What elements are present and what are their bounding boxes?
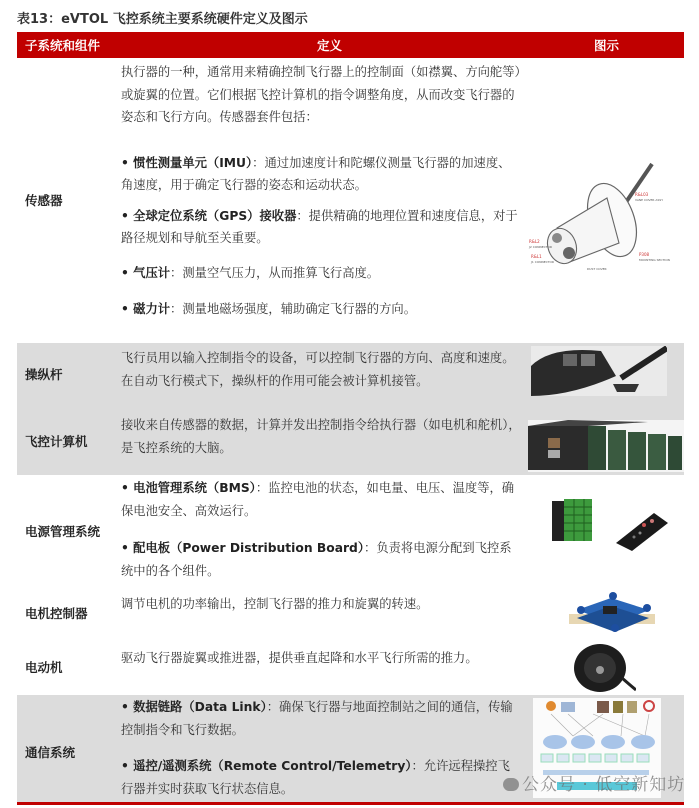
svg-text:VANE COVER ASSY: VANE COVER ASSY xyxy=(635,198,664,202)
table-header xyxy=(17,32,684,58)
flight-computer-image xyxy=(528,420,684,472)
row-label: 操纵杆 xyxy=(25,367,63,382)
definition-item: • 磁力计：测量地磁场强度，辅助确定飞行器的方向。 xyxy=(121,302,416,316)
row-label: 传感器 xyxy=(25,193,63,208)
row-label: 电动机 xyxy=(25,660,63,675)
row-definition: 接收来自传感器的数据，计算并发出控制指令给执行器（如电机和舵机），是飞控系统的大脑。 xyxy=(121,418,521,455)
row-definition: 调节电机的功率输出，控制飞行器的推力和旋翼的转速。 xyxy=(121,597,429,611)
table-title: 表13：eVTOL 飞控系统主要系统硬件定义及图示 xyxy=(17,12,308,27)
sensor-diagram-icon xyxy=(527,158,677,278)
motor-image xyxy=(570,640,636,695)
definition-item: • 全球定位系统（GPS）接收器：提供精确的地理位置和速度信息，对于路径规划和导航至关重要。 xyxy=(121,208,518,245)
definition-item: • 气压计：测量空气压力，从而推算飞行高度。 xyxy=(121,265,380,280)
table-row-flight-computer xyxy=(17,412,684,475)
row-label: 飞控计算机 xyxy=(25,434,88,449)
esc-stack-image xyxy=(569,588,655,640)
definition-intro: 执行器的一种，通常用来精确控制飞行器上的控制面（如襟翼、方向舵等）或旋翼的位置。它们根据飞控计算机的指令调整角度，从而改变飞行器的姿态和飞行方向。传感器套件包括： xyxy=(121,65,521,124)
definition-item: • 遥控/遥测系统（Remote Control/Telemetry）：允许远程操控飞行器并实时获取飞行状态信息。 xyxy=(121,759,510,796)
table-row-motor-controller xyxy=(17,590,684,640)
row-definition xyxy=(121,477,521,582)
row-definition: 飞行员用以输入控制指令的设备，可以控制飞行器的方向、高度和速度。在自动飞行模式下，操纵杆的作用可能会被计算机接管。 xyxy=(121,351,515,388)
joystick-image xyxy=(531,346,667,396)
row-label: 电机控制器 xyxy=(25,606,88,621)
table-row-electric-motor xyxy=(17,640,684,695)
table-row-sensor xyxy=(17,58,684,343)
table-row-power-management xyxy=(17,475,684,590)
table-row-joystick xyxy=(17,343,684,412)
row-definition xyxy=(121,696,521,800)
row-label: 电源管理系统 xyxy=(25,524,101,539)
wechat-icon xyxy=(503,778,519,791)
svg-text:R&L2: R&L2 xyxy=(529,239,540,244)
table-bottom-rule xyxy=(17,802,684,805)
header-definition: 定义 xyxy=(317,38,343,53)
row-label: 通信系统 xyxy=(25,745,76,760)
header-subsystem: 子系统和组件 xyxy=(25,38,101,53)
sensor-assembly-image xyxy=(527,158,677,278)
battery-pcb-image xyxy=(544,493,684,553)
row-definition xyxy=(121,61,521,321)
definition-item: • 配电板（Power Distribution Board）：负责将电源分配到飞控系统中的各个组件。 xyxy=(121,541,512,578)
watermark: 公众号 · 低空新知坊 xyxy=(503,770,685,795)
svg-text:P308: P308 xyxy=(639,252,650,257)
header-illustration: 图示 xyxy=(594,38,620,53)
definition-item: • 惯性测量单元（IMU）：通过加速度计和陀螺仪测量飞行器的加速度、角速度，用于确定飞行器的姿态和运动状态。 xyxy=(121,155,511,192)
hardware-table xyxy=(17,32,684,803)
svg-text:J1 CONNECTOR: J1 CONNECTOR xyxy=(531,260,554,264)
svg-text:J2 CONNECTOR: J2 CONNECTOR xyxy=(529,245,552,249)
row-definition: 驱动飞行器旋翼或推进器，提供垂直起降和水平飞行所需的推力。 xyxy=(121,651,478,665)
definition-item: • 数据链路（Data Link）：确保飞行器与地面控制站之间的通信，传输控制指令和飞行数据。 xyxy=(121,700,513,737)
svg-text:R&L03: R&L03 xyxy=(635,192,649,197)
definition-item: • 电池管理系统（BMS）：监控电池的状态，如电量、电压、温度等，确保电池安全、高效运行。 xyxy=(121,481,515,518)
svg-text:MOUNTING SECTION: MOUNTING SECTION xyxy=(639,258,670,262)
svg-text:R&L1: R&L1 xyxy=(531,254,542,259)
svg-text:DUST COVER: DUST COVER xyxy=(587,267,607,271)
